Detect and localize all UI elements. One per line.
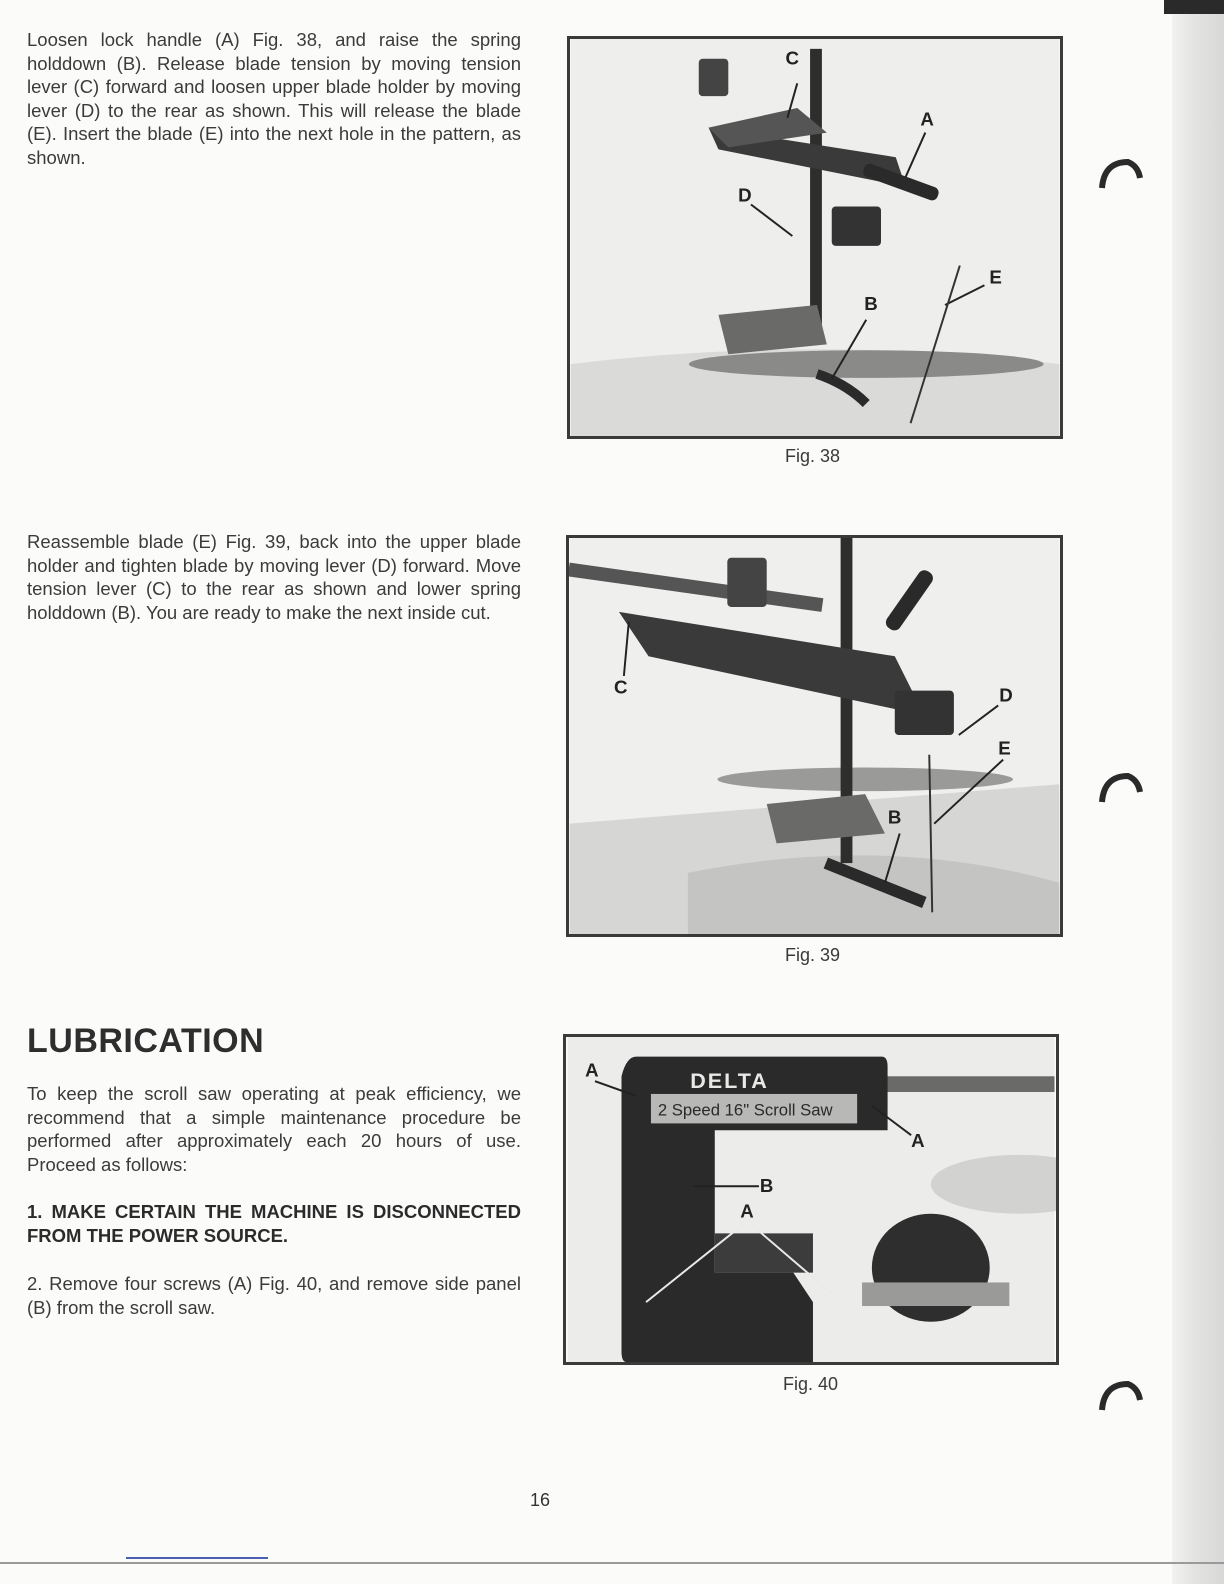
fig40-caption: Fig. 40 [783, 1374, 839, 1394]
binder-hole-middle-icon [1098, 770, 1144, 810]
binder-top-mark [1164, 0, 1224, 14]
figure-40-illustration [566, 1037, 1056, 1362]
fig39-label-d: D [999, 684, 1013, 706]
fig38-label-b: B [864, 292, 878, 314]
fig38-label-d: D [738, 184, 752, 206]
bottom-rule [0, 1562, 1224, 1564]
fig39-label-e: E [998, 737, 1011, 759]
step-2-remove-side-panel: 2. Remove four screws (A) Fig. 40, and remove side panel (B) from the scroll saw. [27, 1273, 521, 1318]
binder-edge [1172, 0, 1224, 1584]
fig38-label-a: A [920, 108, 934, 130]
page-number: 16 [530, 1490, 551, 1510]
fig40-brand-label: DELTA [690, 1068, 769, 1094]
paragraph-fig39-instructions: Reassemble blade (E) Fig. 39, back into the upper blade holder and tighten blade by moving lever (D) forward. Move tension lever (C) to the rear as shown and lower spring holddown (B). You are ready to make the next inside cut. [27, 531, 521, 623]
fig39-caption: Fig. 39 [785, 945, 841, 965]
figure-38 [567, 36, 1063, 439]
fig40-label-a-right: A [911, 1129, 925, 1151]
fig40-label-b: B [759, 1175, 774, 1197]
binder-hole-bottom-icon [1098, 1378, 1144, 1418]
section-heading-lubrication: LUBRICATION [27, 1022, 265, 1060]
fig40-label-a-top-left: A [585, 1059, 599, 1081]
fig38-label-e: E [989, 266, 1002, 288]
fig39-label-c: C [614, 676, 628, 698]
paragraph-lubrication-intro: To keep the scroll saw operating at peak efficiency, we recommend that a simple maintenance procedure be performed after approximately each 20 hours of use. Proceed as follows: [27, 1083, 521, 1175]
figure-39-illustration [569, 538, 1060, 934]
binder-hole-top-icon [1098, 156, 1144, 196]
fig40-label-a-bottom: A [740, 1200, 754, 1222]
fig38-label-c: C [785, 47, 799, 69]
fig38-caption: Fig. 38 [785, 446, 841, 466]
paragraph-fig38-instructions: Loosen lock handle (A) Fig. 38, and raise the spring holddown (B). Release blade tension by moving tension lever (C) forward and loosen upper blade holder by moving lever (D) to the rear as shown. This will release the blade (E). Insert the blade (E) into the next hole in the pattern, as shown. [27, 29, 521, 168]
step-1-disconnect-power: 1. MAKE CERTAIN THE MACHINE IS DISCONNECTED FROM THE POWER SOURCE. [27, 1201, 521, 1246]
figure-40 [563, 1034, 1059, 1365]
fig40-model-label: 2 Speed 16" Scroll Saw [657, 1100, 833, 1120]
figure-39 [566, 535, 1063, 937]
bottom-blue-mark [126, 1557, 268, 1559]
fig39-label-b: B [887, 806, 902, 828]
figure-38-illustration [570, 39, 1060, 436]
